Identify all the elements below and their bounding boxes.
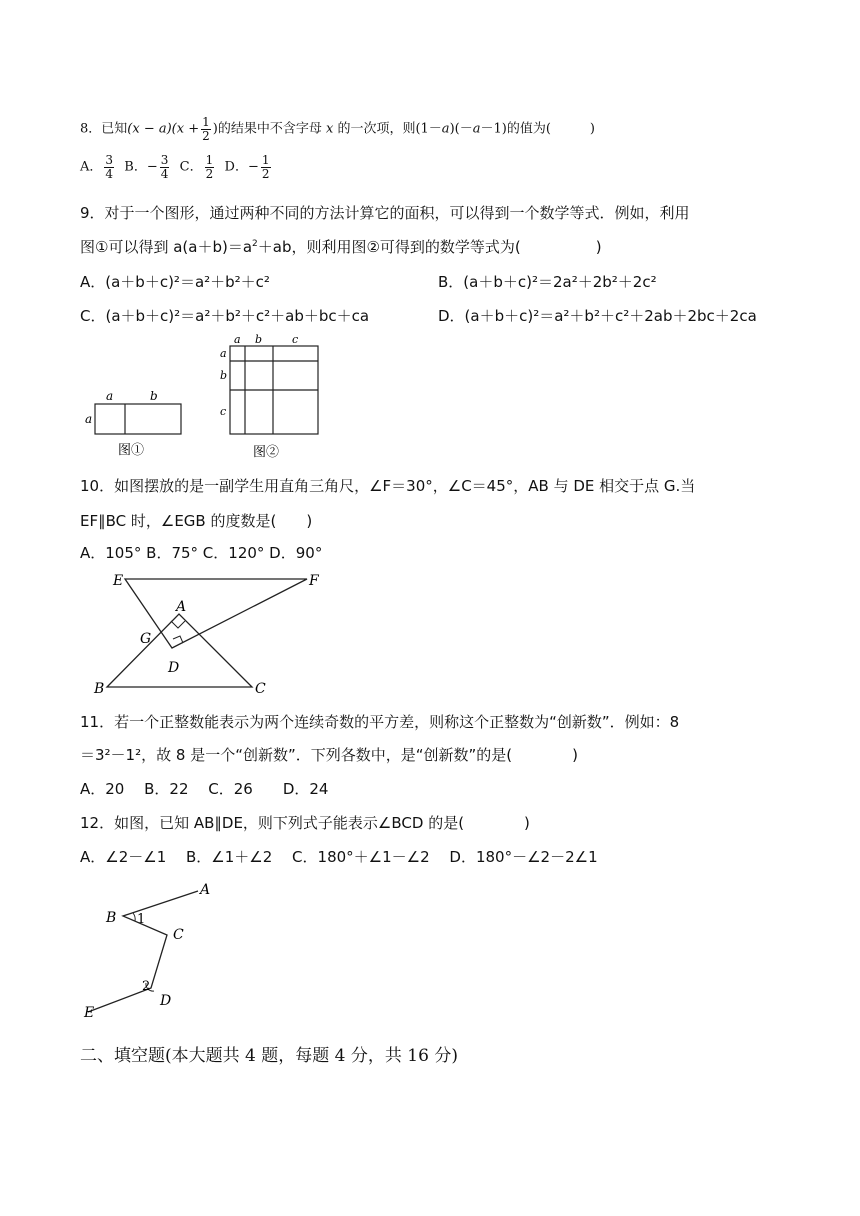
q8-option-d-label: D． [224, 159, 248, 175]
q12-line1: 12．如图，已知 AB∥DE，则下列式子能表示∠BCD 的是( ) [80, 814, 530, 832]
q9-line2-part2: ＋ab，则利用图②可得到的数学等式为( ) [257, 238, 602, 256]
fraction-numerator: 3 [105, 153, 114, 167]
q12-point-d: D [160, 993, 172, 1009]
fig1-rectangle [95, 404, 181, 434]
q10-line2: EF∥BC 时，∠EGB 的度数是( ) [80, 512, 313, 530]
q10-triangle-edf [125, 579, 307, 648]
q10-point-d: D [168, 660, 180, 676]
q8-var-a: a [441, 121, 450, 137]
fraction-denominator: 2 [205, 166, 214, 181]
fig1-label-a-side: a [85, 412, 93, 426]
q10-figure [85, 568, 335, 700]
q10-point-c: C [255, 681, 266, 697]
q12-point-a: A [200, 882, 211, 898]
q11-options: A．20 B．22 C．26 D．24 [80, 780, 329, 798]
q10-line1: 10．如图摆放的是一副学生用直角三角尺，∠F＝30°，∠C＝45°，AB 与 DE 相交于点 G.当 [80, 477, 696, 495]
fig2-side-label-b: b [220, 369, 228, 382]
q10-point-e: E [113, 573, 124, 589]
q8-expression: (x − a)(x + [127, 121, 200, 137]
q12-point-b: B [106, 910, 117, 926]
exponent-two: 2 [252, 239, 258, 249]
q9-figure-1 [82, 388, 192, 460]
fraction-numerator: 3 [160, 153, 169, 167]
q12-point-e: E [84, 1005, 95, 1021]
q10-point-g: G [140, 631, 152, 647]
q8-options [80, 154, 273, 180]
minus-sign: − [247, 159, 259, 175]
q8-option-d-fraction [261, 154, 271, 180]
q9-line2-part1: 图①可以得到 a(a＋b)＝a [80, 238, 253, 256]
q10-right-angle-d [173, 636, 183, 643]
q10-options: A．105° B．75° C．120° D．90° [80, 544, 323, 562]
fraction-numerator: 1 [202, 115, 210, 129]
q12-point-c: C [173, 927, 184, 943]
fig2-side-label-c: c [220, 405, 227, 418]
fig1-caption: 图① [118, 443, 145, 458]
fraction-denominator: 2 [202, 128, 210, 143]
q8-option-a-label: A． [80, 159, 103, 175]
q8-option-b-fraction [160, 154, 170, 180]
fraction-denominator: 4 [160, 166, 169, 181]
fig1-label-b: b [150, 389, 158, 403]
q10-point-a: A [176, 599, 187, 615]
q8-var-x: x [325, 121, 334, 137]
fig1-label-a: a [106, 389, 114, 403]
minus-sign: − [146, 159, 158, 175]
q9-figure-2 [215, 332, 325, 462]
fig2-caption: 图② [253, 445, 280, 460]
q8-expression-close: ) [212, 121, 218, 137]
q8-option-c-fraction [205, 154, 215, 180]
q11-line1: 11．若一个正整数能表示为两个连续奇数的平方差，则称这个正整数为“创新数”．例如：8 [80, 713, 680, 731]
q8-text4: －1)的值为( ) [480, 121, 595, 137]
q9-option-c: C．(a＋b＋c)²＝a²＋b²＋c²＋ab＋bc＋ca [80, 307, 370, 325]
fraction-numerator: 1 [261, 153, 270, 167]
fig2-top-label-a: a [234, 333, 241, 346]
fig2-side-label-a: a [220, 347, 227, 360]
q9-line2 [80, 236, 602, 257]
q9-option-d: D．(a＋b＋c)²＝a²＋b²＋c²＋2ab＋2bc＋2ca [438, 307, 757, 325]
q8-text3: )(－ [449, 121, 473, 137]
q8-option-b-label: B． [124, 159, 147, 175]
q8-stem [80, 116, 595, 142]
q9-line1: 9．对于一个图形，通过两种不同的方法计算它的面积，可以得到一个数学等式．例如，利用 [80, 204, 690, 222]
q8-half-fraction [201, 116, 211, 142]
q11-line2: ＝3²－1²，故 8 是一个“创新数”．下列各数中，是“创新数”的是( ) [80, 746, 578, 764]
fraction-numerator: 1 [205, 153, 214, 167]
q8-text2: 的一次项，则(1－ [337, 121, 442, 137]
fraction-denominator: 4 [105, 166, 114, 181]
q10-point-f: F [309, 573, 319, 589]
q12-angle-1-label: 1 [137, 912, 146, 927]
fig2-top-label-b: b [255, 333, 263, 346]
q9-option-a: A．(a＋b＋c)²＝a²＋b²＋c² [80, 273, 270, 291]
q8-option-a-fraction [104, 154, 114, 180]
q12-angle-2-label: 2 [142, 979, 151, 994]
section-2-title: 二、填空题(本大题共 4 题，每题 4 分，共 16 分) [80, 1046, 458, 1066]
q10-triangle-bac [107, 614, 252, 687]
fraction-denominator: 2 [261, 166, 270, 181]
q12-options: A．∠2－∠1 B．∠1＋∠2 C．180°＋∠1－∠2 D．180°－∠2－2∠1 [80, 848, 598, 866]
q9-option-b: B．(a＋b＋c)²＝2a²＋2b²＋2c² [438, 273, 657, 291]
q10-point-b: B [94, 681, 105, 697]
q8-text: 的结果中不含字母 [217, 121, 322, 137]
q10-right-angle-a [171, 621, 185, 628]
q8-var-a: a [472, 121, 481, 137]
q12-figure [80, 875, 220, 1025]
q8-option-c-label: C． [179, 159, 203, 175]
q8-number: 8．已知 [80, 121, 128, 137]
fig2-top-label-c: c [292, 333, 299, 346]
